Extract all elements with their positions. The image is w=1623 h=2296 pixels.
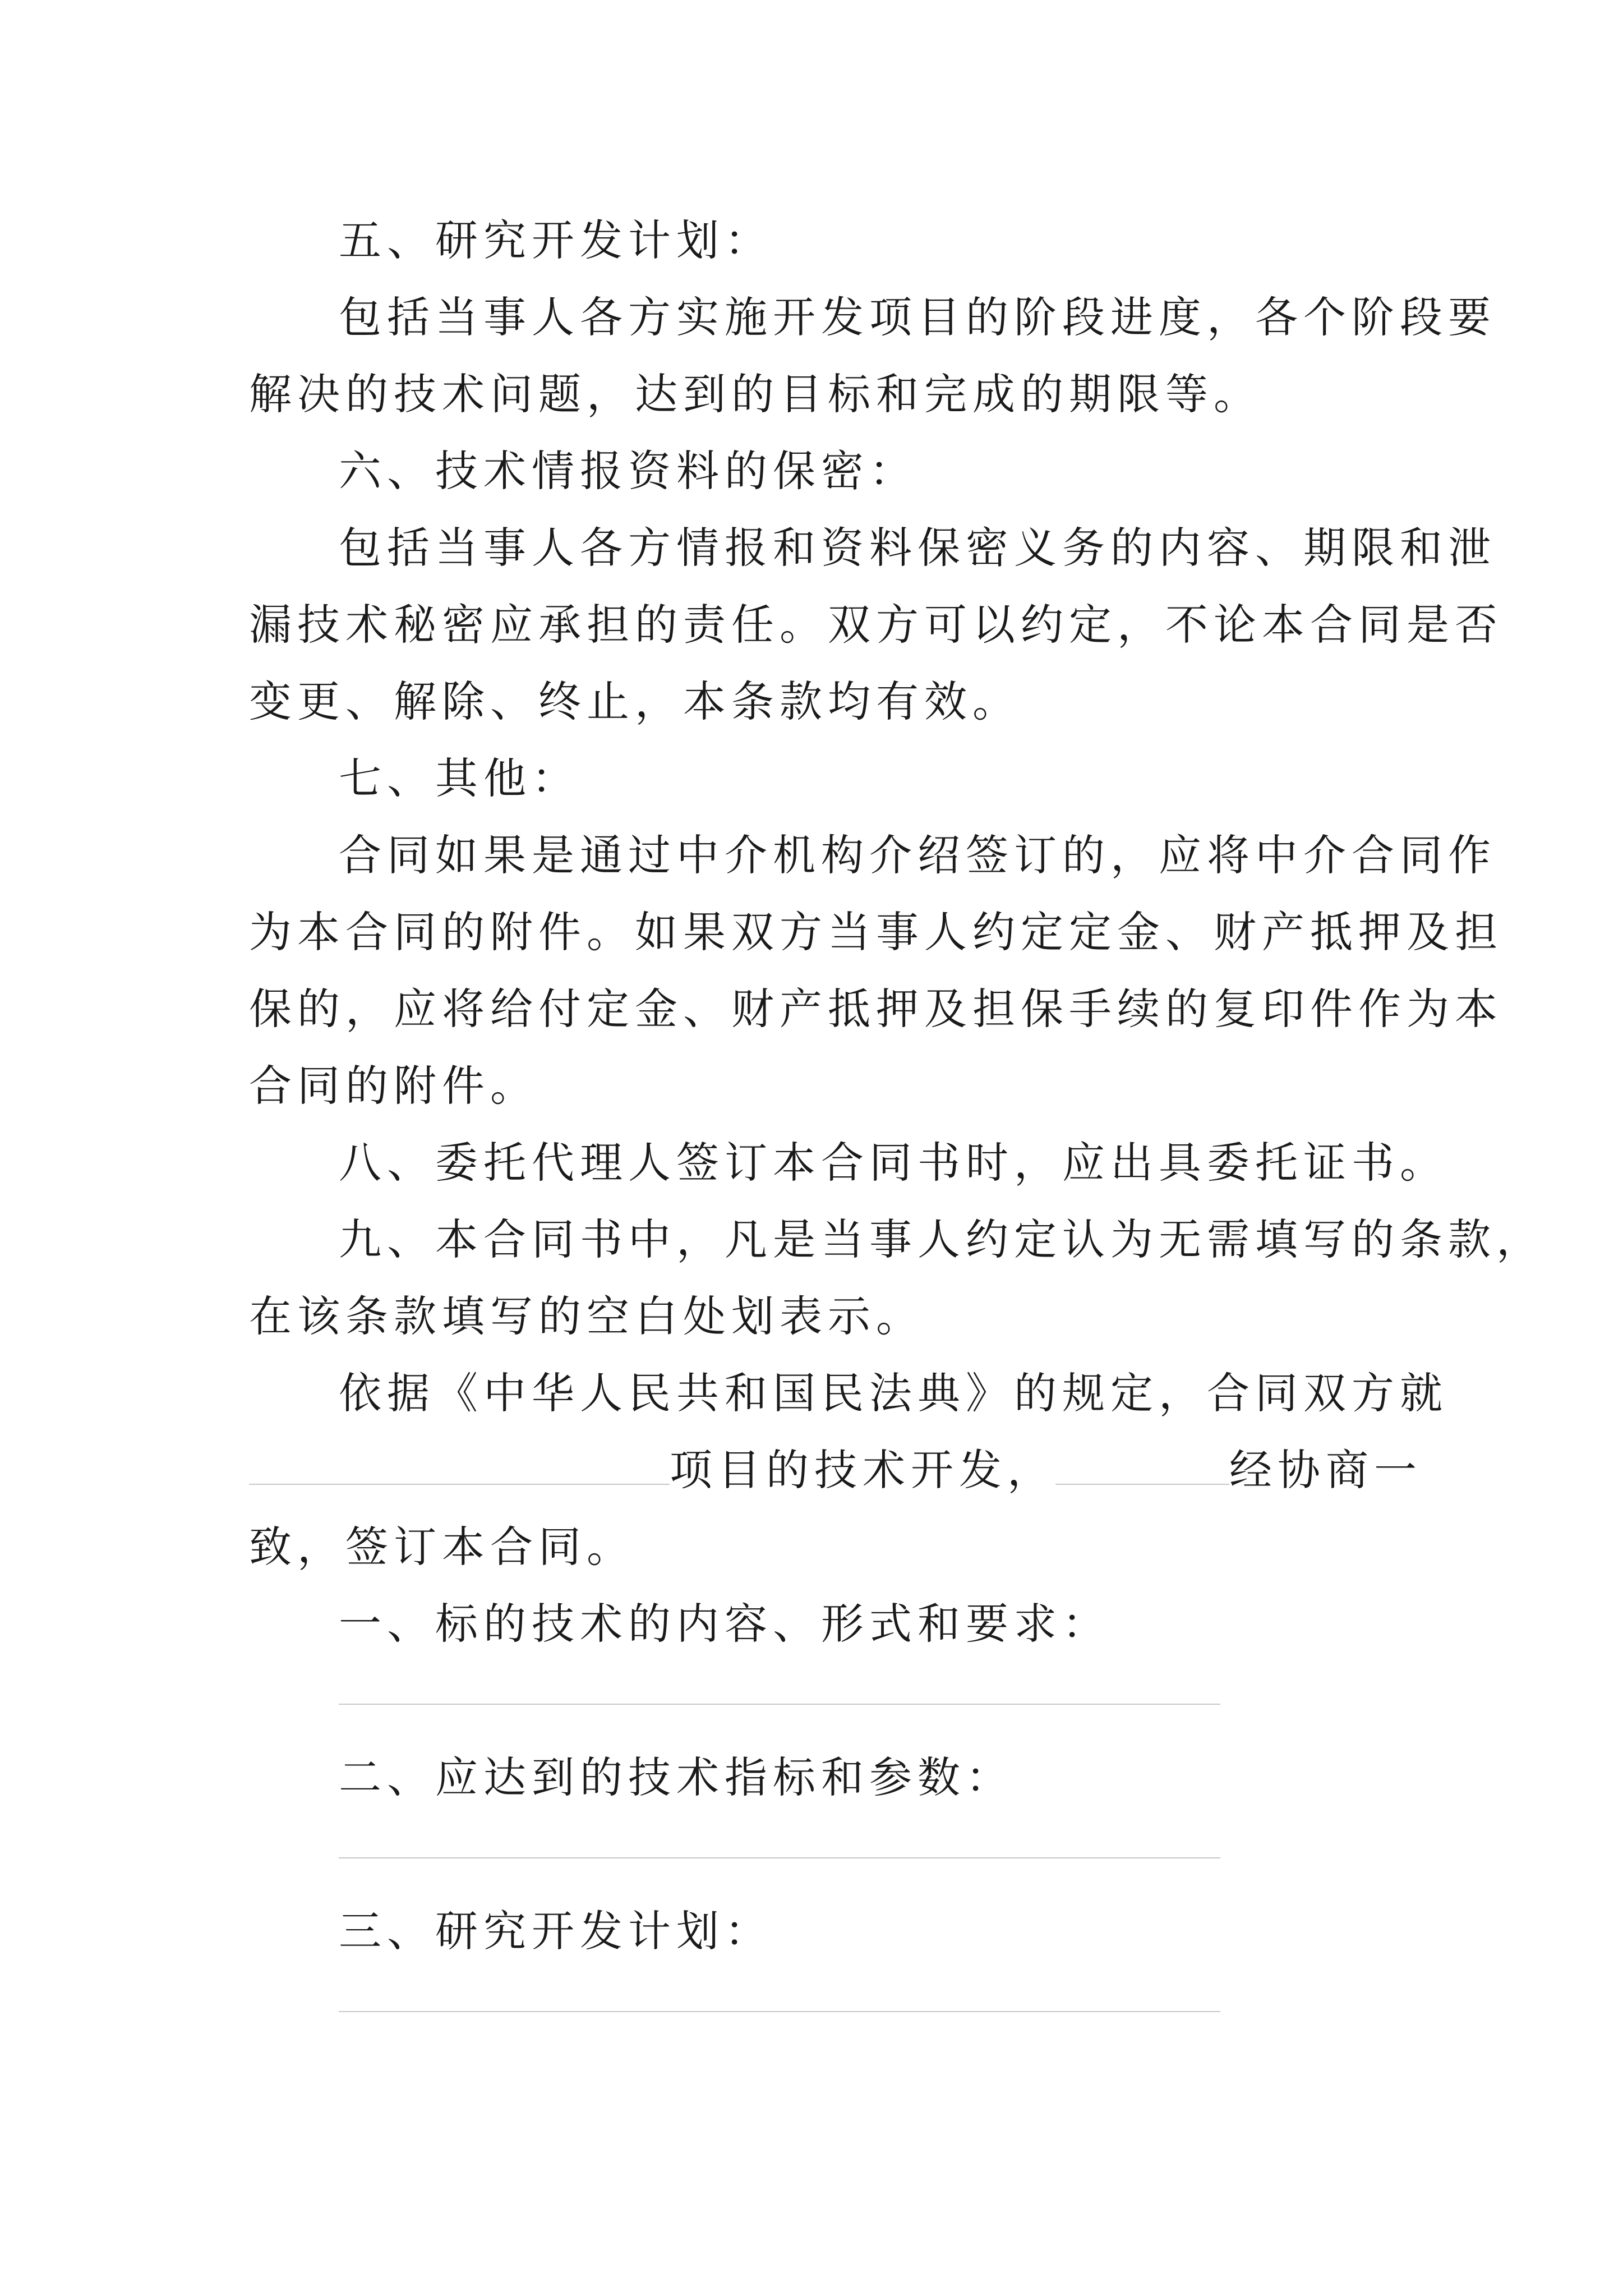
fill-in-line-3[interactable]: [249, 1970, 1393, 2046]
paragraph-line: 解决的技术问题，达到的目标和完成的期限等。: [249, 369, 1262, 419]
preamble-line: 致，签订本合同。: [249, 1522, 635, 1572]
document-body: [249, 202, 1544, 2046]
paragraph-line: 漏技术秘密应承担的责任。双方可以约定，不论本合同是否: [249, 600, 1503, 650]
paragraph-line: 保的，应将给付定金、财产抵押及担保手续的复印件作为本: [249, 984, 1503, 1034]
contract-heading-2: 二、应达到的技术指标和参数：: [339, 1752, 1014, 1802]
fill-in-line-2[interactable]: [249, 1816, 1393, 1893]
section-heading-5: 五、研究开发计划：: [339, 215, 773, 265]
preamble-text: 项目的技术开发，: [670, 1445, 1055, 1495]
preamble-line: 依据《中华人民共和国民法典》的规定，合同双方就: [339, 1368, 1448, 1418]
section-heading-6: 六、技术情报资料的保密：: [339, 446, 917, 496]
section-heading-7: 七、其他：: [339, 753, 580, 803]
paragraph-line: 为本合同的附件。如果双方当事人约定定金、财产抵押及担: [249, 907, 1503, 957]
section-item-8: 八、委托代理人签订本合同书时，应出具委托证书。: [339, 1138, 1448, 1188]
project-name-blank[interactable]: [249, 1444, 670, 1485]
preamble-line-with-blanks: [249, 1432, 1422, 1508]
contract-heading-1: 一、标的技术的内容、形式和要求：: [339, 1599, 1110, 1649]
fill-in-line-1[interactable]: [249, 1662, 1393, 1739]
contract-heading-3: 三、研究开发计划：: [339, 1906, 773, 1956]
paragraph-line: 合同如果是通过中介机构介绍签订的，应将中介合同作: [339, 830, 1496, 880]
subject-blank[interactable]: [1055, 1444, 1229, 1485]
paragraph-line: 包括当事人各方情报和资料保密义务的内容、期限和泄: [339, 523, 1496, 573]
preamble-text: 经协商一: [1229, 1445, 1422, 1495]
section-item-9: 九、本合同书中，凡是当事人约定认为无需填写的条款，: [339, 1214, 1544, 1264]
paragraph-line: 包括当事人各方实施开发项目的阶段进度，各个阶段要: [339, 292, 1496, 342]
paragraph-line: 变更、解除、终止，本条款均有效。: [249, 677, 1021, 726]
paragraph-line: 合同的附件。: [249, 1061, 538, 1111]
paragraph-line: 在该条款填写的空白处划表示。: [249, 1291, 924, 1341]
